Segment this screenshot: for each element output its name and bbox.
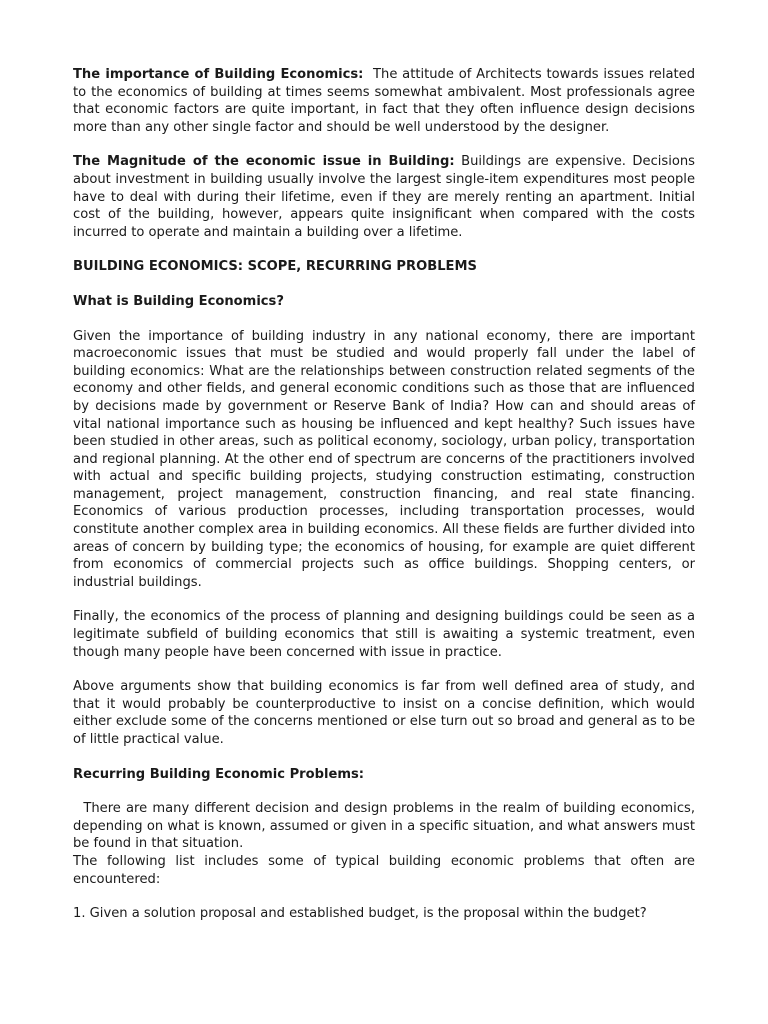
subheading-what-is: What is Building Economics? (73, 293, 284, 309)
paragraph-arguments: Above arguments show that building economics is far from well defined area of study, and that it would probably be counterproductive to insist on a concise definition, which would either exclude some of the concerns mentioned or else turn out so broad and general as to be of little practical value. (73, 679, 695, 747)
paragraph-decision-problems: There are many different decision and design problems in the realm of building economics, depending on what is known, assumed or given in a specific situation, and what answers must be found in that situation. (73, 801, 700, 852)
heading-magnitude: The Magnitude of the economic issue in Building: (73, 154, 455, 170)
paragraph-magnitude-text: Buildings are expensive. Decisions about investment in building usually involve the largest single-item expenditures most people have to deal with during their lifetime, even if they are merely renting an apartment. Initial cost of the building, however, appears quite insignificant when compared with the costs incurred to operate and maintain a building over a lifetime. (73, 154, 700, 240)
paragraph-list-intro: The following list includes some of typical building economic problems that often are encountered: (73, 853, 695, 887)
paragraph-importance (73, 66, 700, 136)
subheading-recurring: Recurring Building Economic Problems: (73, 766, 365, 782)
document-page (73, 66, 700, 923)
paragraph-importance-text: The attitude of Architects towards issues related to the economics of building at times seems somewhat ambivalent. Most professionals agree that economic factors are quite important, in fact that they often influence design decisions more than any other single factor and should be well understood by the designer. (73, 67, 700, 135)
section-title: BUILDING ECONOMICS: SCOPE, RECURRING PROBLEMS (73, 259, 477, 275)
list-item-1: 1. Given a solution proposal and established budget, is the proposal within the budget? (73, 906, 647, 922)
paragraph-scope: Given the importance of building industry in any national economy, there are important macroeconomic issues that must be studied and would properly fall under the label of building economics: What are the relationships between construction related segments of the economy and other fields, and general economic conditions such as those that are influenced by decisions made by government or Reserve Bank of India? How can and should areas of vital national importance such as housing be influenced and kept healthy? Such issues have been studied in other areas, such as political economy, sociology, urban policy, transportation and regional planning. At the other end of spectrum are concerns of the practitioners involved with actual and specific building projects, studying construction estimating, construction management, project management, construction financing, and real state financing. Economics of various production processes, including transportation processes, would constitute another complex area in building economics. All these fields are further divided into areas of concern by building type; the economics of housing, for example are quiet different from economics of commercial projects such as office buildings. Shopping centers, or industrial buildings. (73, 328, 695, 590)
paragraph-magnitude (73, 153, 700, 241)
paragraph-finally: Finally, the economics of the process of planning and designing buildings could be seen as a legitimate subfield of building economics that still is awaiting a systemic treatment, even though many people have been concerned with issue in practice. (73, 609, 695, 660)
heading-importance: The importance of Building Economics: (73, 67, 364, 82)
